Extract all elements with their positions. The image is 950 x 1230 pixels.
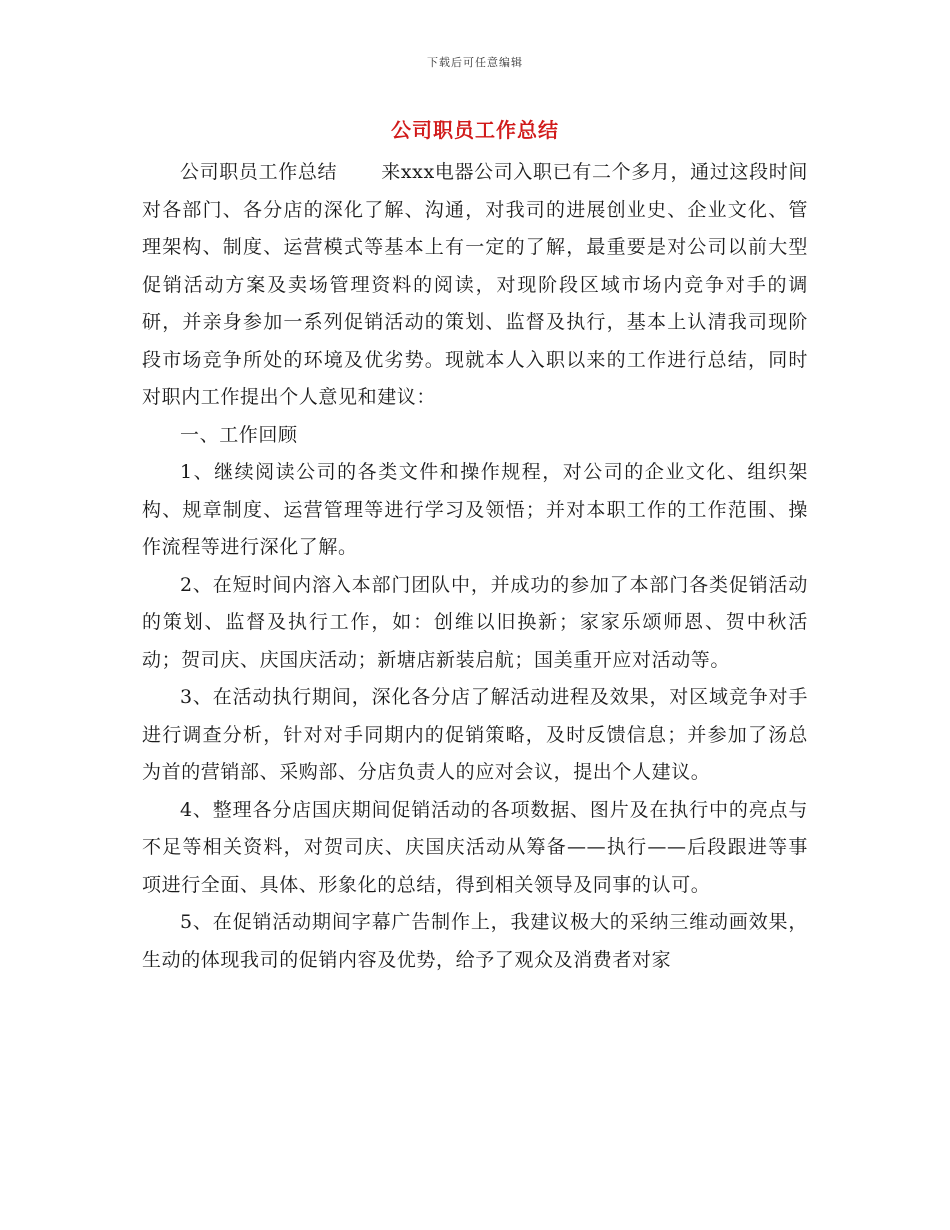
intro-text: 来xxx电器公司入职已有二个多月，通过这段时间对各部门、各分店的深化了解、沟通，对我司的进展创业史、企业文化、管理架构、制度、运营模式等基本上有一定的了解，最重要是对公司以前大型促销活动方案及卖场管理资料的阅读，对现阶段区域市场内竞争对手的调研，并亲身参加一系列促销活动的策划、监督及执行，基本上认清我司现阶段市场竞争所处的环境及优劣势。现就本人入职以来的工作进行总结，同时对职内工作提出个人意见和建议： (142, 161, 808, 408)
section-heading: 一、工作回顾 (180, 423, 298, 446)
document-body (142, 154, 808, 979)
review-item-3: 3、在活动执行期间，深化各分店了解活动进程及效果，对区域竞争对手进行调查分析，针对对手同期内的促销策略，及时反馈信息；并参加了汤总为首的营销部、采购部、分店负责人的应对会议，提出个人建议。 (142, 686, 808, 783)
review-item-5: 5、在促销活动期间字幕广告制作上，我建议极大的采纳三维动画效果，生动的体现我司的促销内容及优势，给予了观众及消费者对家 (142, 911, 808, 971)
review-item-1: 1、继续阅读公司的各类文件和操作规程，对公司的企业文化、组织架构、规章制度、运营管理等进行学习及领悟；并对本职工作的工作范围、操作流程等进行深化了解。 (142, 461, 808, 558)
intro-paragraph (142, 154, 808, 417)
review-item-2: 2、在短时间内溶入本部门团队中，并成功的参加了本部门各类促销活动的策划、监督及执行工作，如：创维以旧换新；家家乐颂师恩、贺中秋活动；贺司庆、庆国庆活动；新塘店新装启航；国美重开应对活动等。 (142, 573, 808, 671)
intro-lead: 公司职员工作总结 (180, 161, 338, 183)
document-title: 公司职员工作总结 (391, 118, 559, 142)
review-item-4: 4、整理各分店国庆期间促销活动的各项数据、图片及在执行中的亮点与不足等相关资料，对贺司庆、庆国庆活动从筹备——执行——后段跟进等事项进行全面、具体、形象化的总结，得到相关领导及同事的认可。 (142, 798, 808, 896)
page-header-note: 下载后可任意编辑 (427, 56, 523, 69)
